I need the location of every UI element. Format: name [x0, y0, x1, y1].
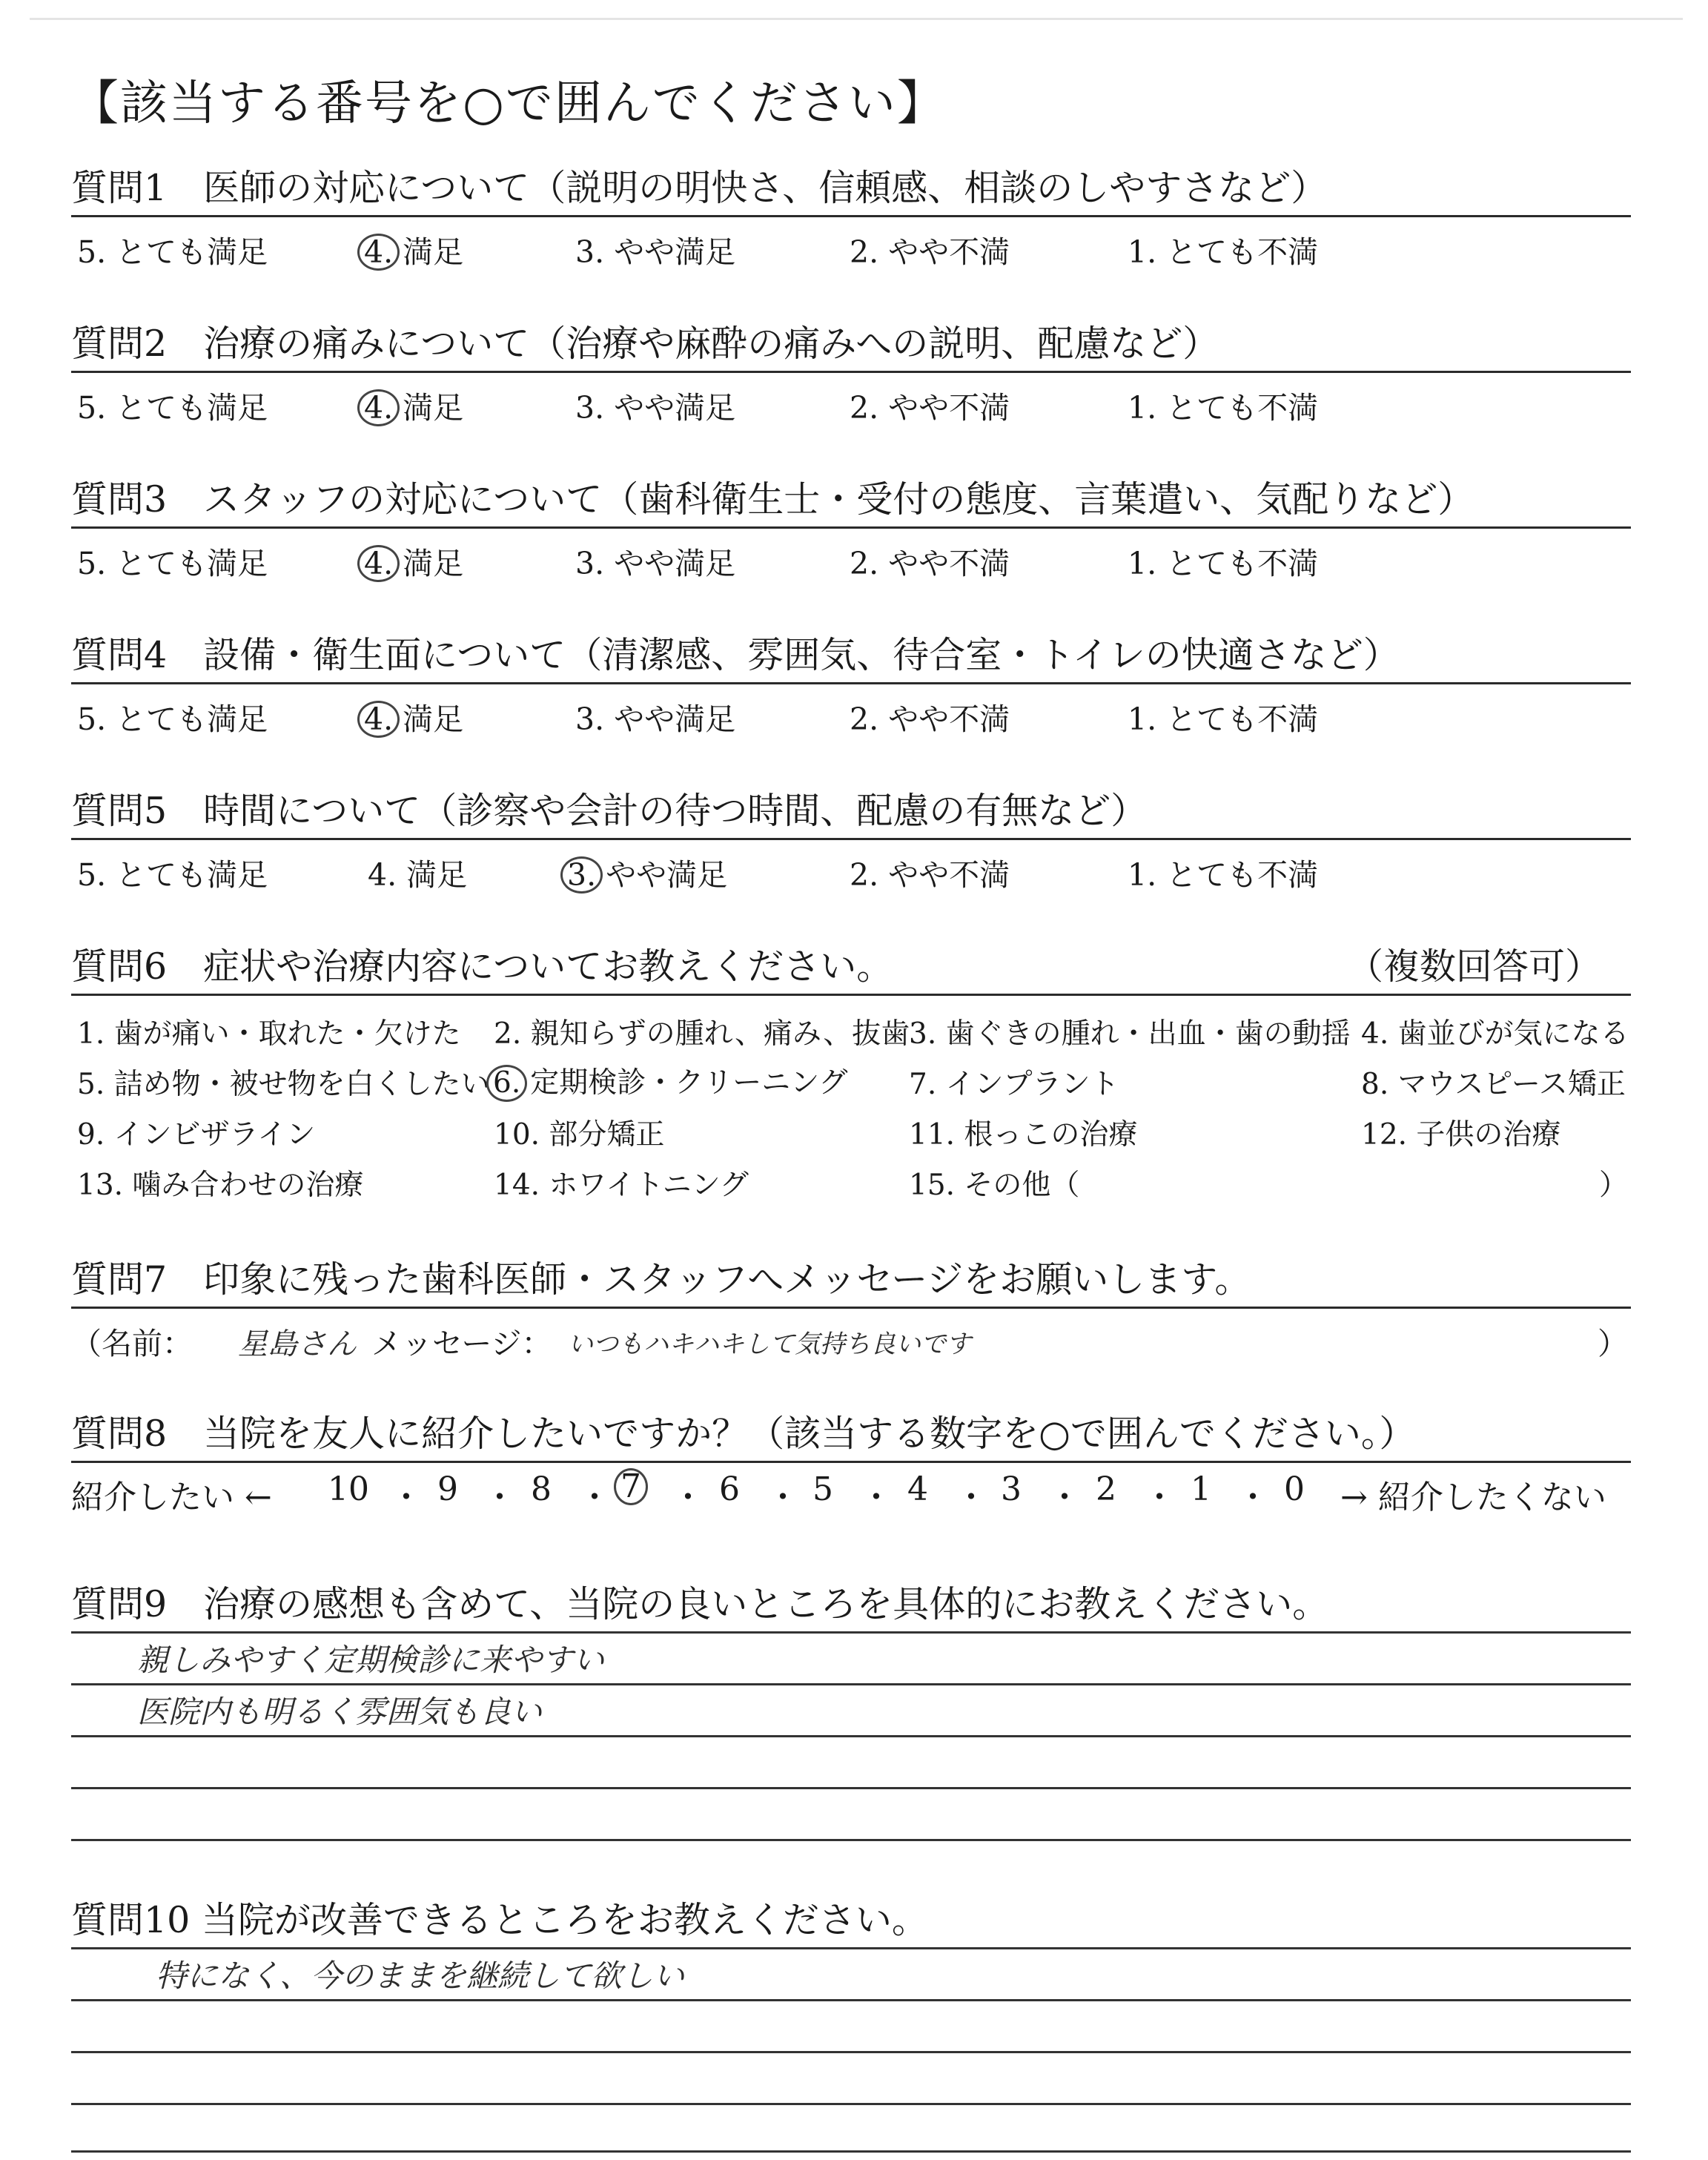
scale-dot: ・: [1143, 1479, 1176, 1516]
question-3-title: 質問3 スタッフの対応について（歯科衛生士・受付の態度、言葉遣い、気配りなど）: [71, 478, 1474, 521]
answer-circle: 7: [614, 1468, 648, 1505]
q3-option-1[interactable]: 1. とても不満: [1128, 546, 1319, 581]
scale-dot: ・: [860, 1479, 893, 1516]
q2-option-3[interactable]: 3. やや満足: [575, 390, 736, 426]
q6-item-13[interactable]: 13. 噛み合わせの治療: [77, 1169, 364, 1202]
answer-line: [71, 1787, 1631, 1789]
answer-line: [71, 1683, 1631, 1685]
question-3: [71, 473, 1631, 581]
answer-circle: 3.: [560, 856, 603, 894]
scale-dot: ・: [955, 1479, 987, 1516]
q1-option-2[interactable]: 2. やや不満: [850, 234, 1010, 270]
q3-option-4-selected[interactable]: 4. 満足: [357, 539, 463, 583]
q1-option-1[interactable]: 1. とても不満: [1128, 234, 1319, 270]
q4-option-3[interactable]: 3. やや満足: [575, 701, 736, 737]
question-1-options: [71, 217, 1631, 269]
q4-option-5[interactable]: 5. とても満足: [77, 701, 268, 737]
name-value[interactable]: 星島さん: [238, 1327, 357, 1361]
question-7-title: 質問7 印象に残った歯科医師・スタッフへメッセージをお願いします。: [71, 1258, 1251, 1301]
question-2-options: [71, 373, 1631, 425]
question-5: [71, 785, 1631, 892]
q9-answer-line-1[interactable]: 親しみやすく定期検診に来やすい: [137, 1642, 605, 1678]
scale-1[interactable]: 1: [1191, 1470, 1211, 1508]
scale-10[interactable]: 10: [328, 1470, 369, 1508]
answer-line: [71, 2051, 1631, 2053]
q6-item-15[interactable]: 15. その他（: [909, 1169, 1080, 1202]
scale-2[interactable]: 2: [1096, 1470, 1116, 1508]
scale-dot: ・: [578, 1479, 611, 1516]
answer-line: [71, 1631, 1631, 1634]
answer-line: [71, 2103, 1631, 2105]
scale-8[interactable]: 8: [531, 1470, 552, 1508]
question-8-title: 質問8 当院を友人に紹介したいですか？（該当する数字を○で囲んでください。）: [71, 1413, 1416, 1455]
scale-9[interactable]: 9: [437, 1470, 458, 1508]
scale-3[interactable]: 3: [1001, 1470, 1022, 1508]
scale-7-selected[interactable]: [614, 1467, 651, 1505]
scale-dot: ・: [767, 1479, 799, 1516]
question-6: [71, 940, 1631, 1203]
q1-option-5[interactable]: 5. とても満足: [77, 234, 268, 270]
q2-option-1[interactable]: 1. とても不満: [1128, 390, 1319, 426]
question-10: [71, 1894, 1631, 1947]
question-2: [71, 317, 1631, 425]
q6-item-5[interactable]: 5. 詰め物・被せ物を白くしたい: [77, 1068, 490, 1101]
scale-6[interactable]: 6: [719, 1470, 740, 1508]
question-5-title: 質問5 時間について（診察や会計の待つ時間、配慮の有無など）: [71, 790, 1148, 832]
question-1: [71, 162, 1631, 269]
scale-dot: ・: [390, 1479, 423, 1516]
scale-4[interactable]: 4: [907, 1470, 928, 1508]
question-9: [71, 1578, 1631, 1631]
q5-option-3-selected[interactable]: 3. やや満足: [560, 851, 727, 894]
question-5-options: [71, 840, 1631, 892]
q4-option-1[interactable]: 1. とても不満: [1128, 701, 1319, 737]
scale-dot: ・: [483, 1479, 516, 1516]
q5-option-5[interactable]: 5. とても満足: [77, 857, 268, 893]
q3-option-5[interactable]: 5. とても満足: [77, 546, 268, 581]
name-label: （名前：: [71, 1326, 193, 1361]
answer-circle: 4.: [357, 701, 400, 738]
answer-circle: 4.: [357, 545, 400, 582]
question-6-title-row: [71, 940, 1631, 994]
answer-line: [71, 1999, 1631, 2001]
q6-item-9[interactable]: 9. インビザライン: [77, 1118, 316, 1152]
multiple-answers-note: （複数回答可）: [1346, 945, 1601, 988]
scale-5[interactable]: 5: [812, 1470, 833, 1508]
question-6-options: [71, 996, 1631, 1203]
page-top-border: [30, 18, 1683, 20]
q6-item-6-selected[interactable]: 6. 定期検診・クリーニング: [486, 1060, 847, 1102]
q6-item-3[interactable]: 3. 歯ぐきの腫れ・出血・歯の動揺: [909, 1017, 1351, 1051]
answer-circle: 4.: [357, 389, 400, 426]
q3-option-2[interactable]: 2. やや不満: [850, 546, 1010, 581]
answer-line: [71, 1735, 1631, 1737]
question-7-answer: [71, 1309, 1631, 1361]
instruction-header: 【該当する番号を○で囲んでください】: [71, 76, 946, 131]
q1-option-4-selected[interactable]: 4. 満足: [357, 228, 463, 271]
scale-dot: ・: [1237, 1479, 1269, 1516]
scale-dot: ・: [1048, 1479, 1081, 1516]
q6-item-7[interactable]: 7. インプラント: [909, 1068, 1119, 1101]
q6-item-10[interactable]: 10. 部分矯正: [494, 1118, 665, 1152]
scale-dot: ・: [672, 1479, 704, 1516]
referral-scale: [71, 1463, 1631, 1516]
q2-option-4-selected[interactable]: 4. 満足: [357, 383, 463, 427]
q6-item-4[interactable]: 4. 歯並びが気になる: [1361, 1017, 1629, 1051]
q4-option-2[interactable]: 2. やや不満: [850, 701, 1010, 737]
question-10-title: 質問10 当院が改善できるところをお教えください。: [71, 1899, 928, 1941]
q2-option-2[interactable]: 2. やや不満: [850, 390, 1010, 426]
q6-item-1[interactable]: 1. 歯が痛い・取れた・欠けた: [77, 1017, 461, 1051]
message-label: メッセージ：: [371, 1326, 552, 1361]
question-3-options: [71, 529, 1631, 581]
question-6-title: 質問6 症状や治療内容についてお教えください。: [71, 945, 893, 988]
other-close-paren: ）: [1598, 1169, 1628, 1202]
question-7: [71, 1253, 1631, 1361]
question-4-options: [71, 684, 1631, 736]
question-2-title: 質問2 治療の痛みについて（治療や麻酔の痛みへの説明、配慮など）: [71, 323, 1219, 365]
answer-line: [71, 1947, 1631, 1949]
message-close-paren: ）: [1598, 1326, 1628, 1361]
question-4-title: 質問4 設備・衛生面について（清潔感、雰囲気、待合室・トイレの快適さなど）: [71, 634, 1400, 676]
scale-left-label: 紹介したい ←: [71, 1479, 272, 1516]
q5-option-1[interactable]: 1. とても不満: [1128, 857, 1319, 893]
question-1-title: 質問1 医師の対応について（説明の明快さ、信頼感、相談のしやすさなど）: [71, 167, 1328, 209]
q1-option-3[interactable]: 3. やや満足: [575, 234, 736, 270]
q5-option-2[interactable]: 2. やや不満: [850, 857, 1010, 893]
question-9-title: 質問9 治療の感想も含めて、当院の良いところを具体的にお教えください。: [71, 1583, 1329, 1625]
q10-answer-line-1[interactable]: 特になく、今のままを継続して欲しい: [156, 1958, 685, 1994]
q5-option-4[interactable]: 4. 満足: [368, 857, 468, 893]
q6-item-11[interactable]: 11. 根っこの治療: [909, 1118, 1138, 1152]
q2-option-5[interactable]: 5. とても満足: [77, 390, 268, 426]
answer-circle: 4.: [357, 234, 400, 271]
question-8: [71, 1407, 1631, 1516]
q6-item-8[interactable]: 8. マウスピース矯正: [1361, 1068, 1626, 1101]
answer-line: [71, 2150, 1631, 2153]
q6-item-2[interactable]: 2. 親知らずの腫れ、痛み、抜歯: [494, 1017, 910, 1051]
message-value[interactable]: いつもハキハキして気持ち良いです: [568, 1330, 971, 1359]
answer-circle: 6.: [486, 1065, 527, 1102]
q9-answer-line-2[interactable]: 医院内も明るく雰囲気も良い: [137, 1694, 543, 1730]
q4-option-4-selected[interactable]: 4. 満足: [357, 695, 463, 739]
scale-0[interactable]: 0: [1284, 1470, 1305, 1508]
q6-item-14[interactable]: 14. ホワイトニング: [494, 1169, 749, 1202]
q3-option-3[interactable]: 3. やや満足: [575, 546, 736, 581]
q6-item-12[interactable]: 12. 子供の治療: [1361, 1118, 1561, 1152]
question-4: [71, 629, 1631, 736]
answer-line: [71, 1839, 1631, 1841]
scale-right-label: → 紹介したくない: [1340, 1479, 1606, 1516]
